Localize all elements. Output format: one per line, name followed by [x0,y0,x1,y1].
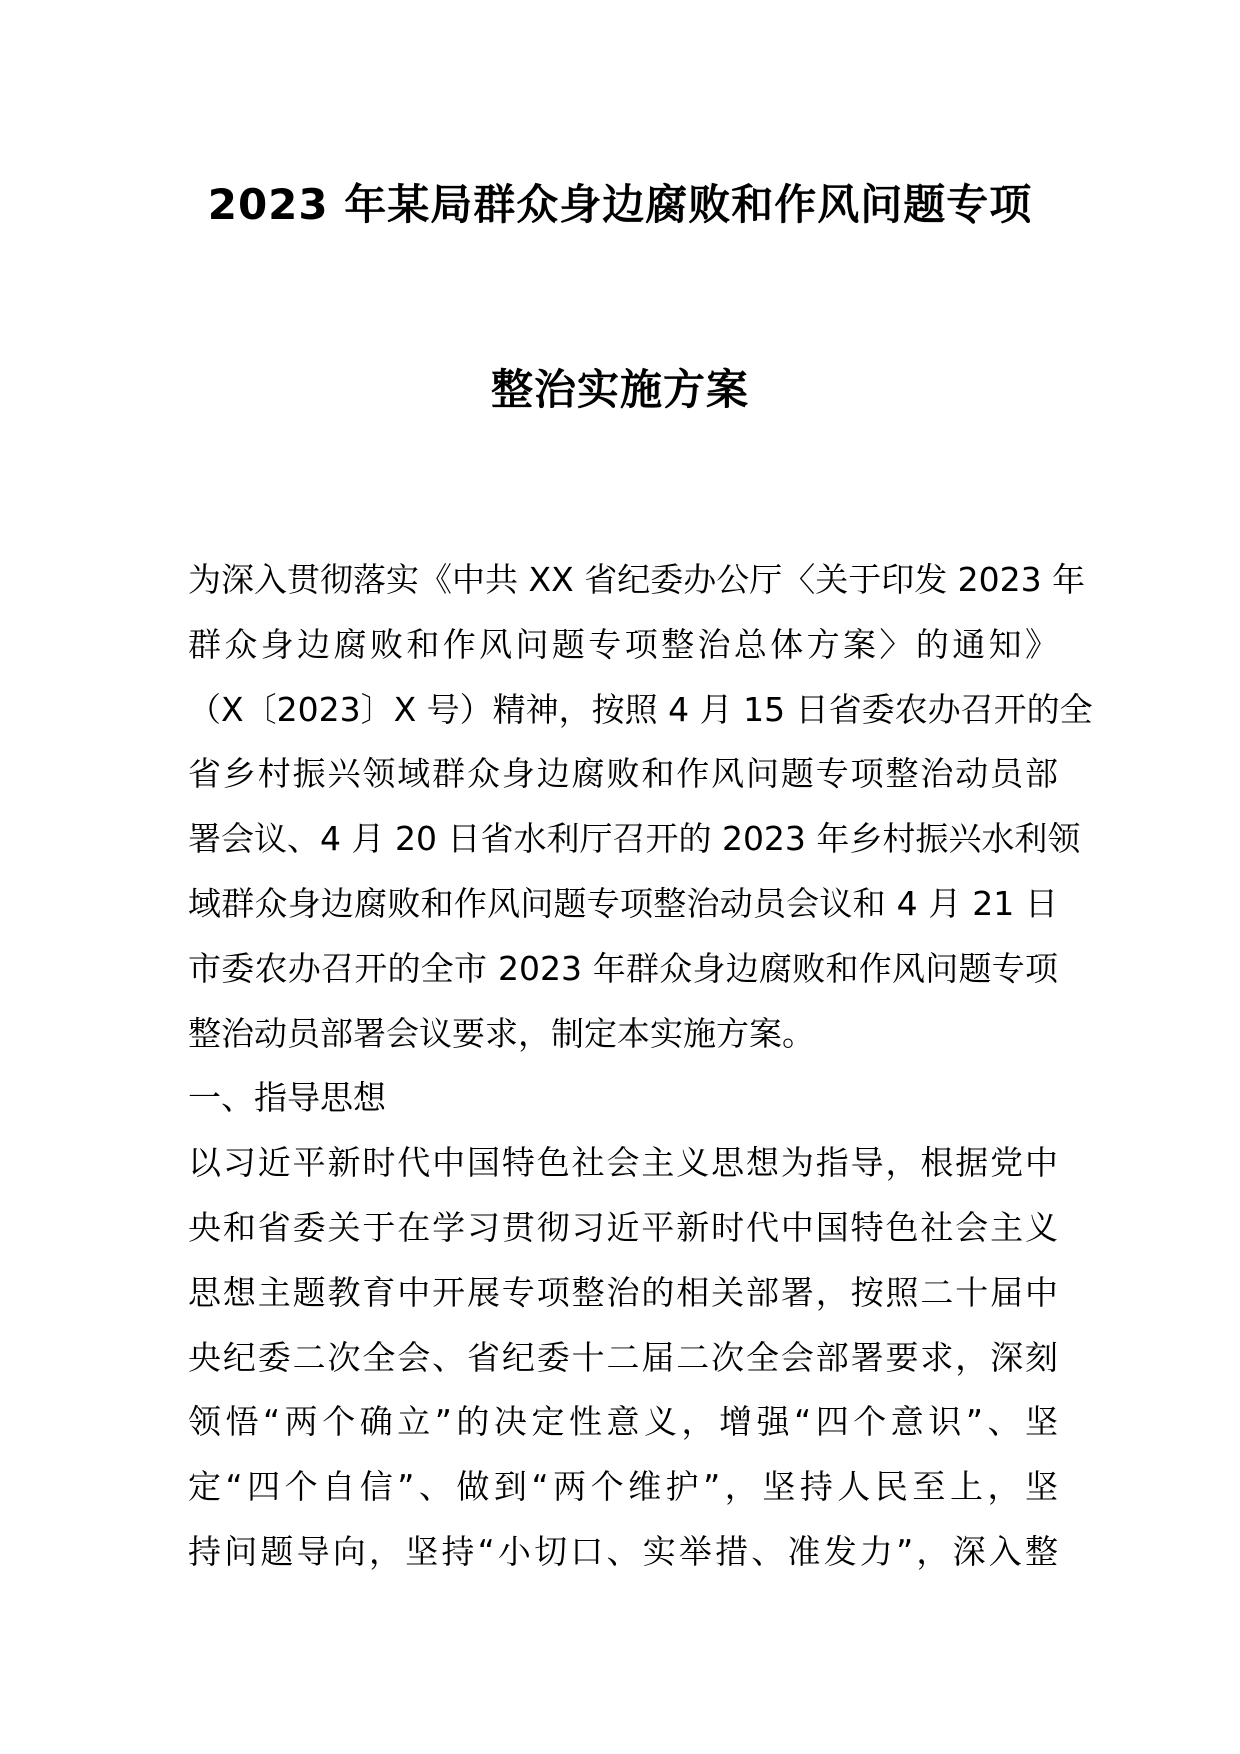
body-line: 市委农办召开的全市 2023 年群众身边腐败和作风问题专项 [188,948,1058,988]
body-line: 整治动员部署会议要求，制定本实施方案。 [188,1013,815,1053]
body-line: （X〔2023〕X 号）精神，按照 4 月 15 日省委农办召开的全 [188,689,1093,729]
document-title-line-2: 整治实施方案 [490,365,749,414]
section-heading: 一、指导思想 [188,1078,386,1118]
document-title-line-1: 2023 年某局群众身边腐败和作风问题专项 [207,180,1033,229]
body-line: 省乡村振兴领域群众身边腐败和作风问题专项整治动员部 [188,754,1058,794]
body-line: 思想主题教育中开展专项整治的相关部署，按照二十届中 [188,1272,1058,1312]
body-line: 为深入贯彻落实《中共 XX 省纪委办公厅〈关于印发 2023 年 [188,560,1086,599]
document-body [188,548,1093,1585]
body-line: 以习近平新时代中国特色社会主义思想为指导，根据党中 [188,1143,1058,1183]
body-line: 群众身边腐败和作风问题专项整治总体方案〉的通知》 [188,624,1058,664]
body-line: 域群众身边腐败和作风问题专项整治动员会议和 4 月 21 日 [188,883,1058,923]
body-line: 央纪委二次全会、省纪委十二届二次全会部署要求，深刻 [188,1337,1058,1377]
body-line: 央和省委关于在学习贯彻习近平新时代中国特色社会主义 [188,1207,1058,1247]
body-line: 署会议、4 月 20 日省水利厅召开的 2023 年乡村振兴水利领 [188,819,1081,859]
body-line: 持问题导向，坚持“小切口、实举措、准发力”，深入整 [188,1531,1058,1571]
body-line: 领悟“两个确立”的决定性意义，增强“四个意识”、坚 [188,1402,1058,1442]
body-line: 定“四个自信”、做到“两个维护”，坚持人民至上，坚 [188,1467,1058,1507]
